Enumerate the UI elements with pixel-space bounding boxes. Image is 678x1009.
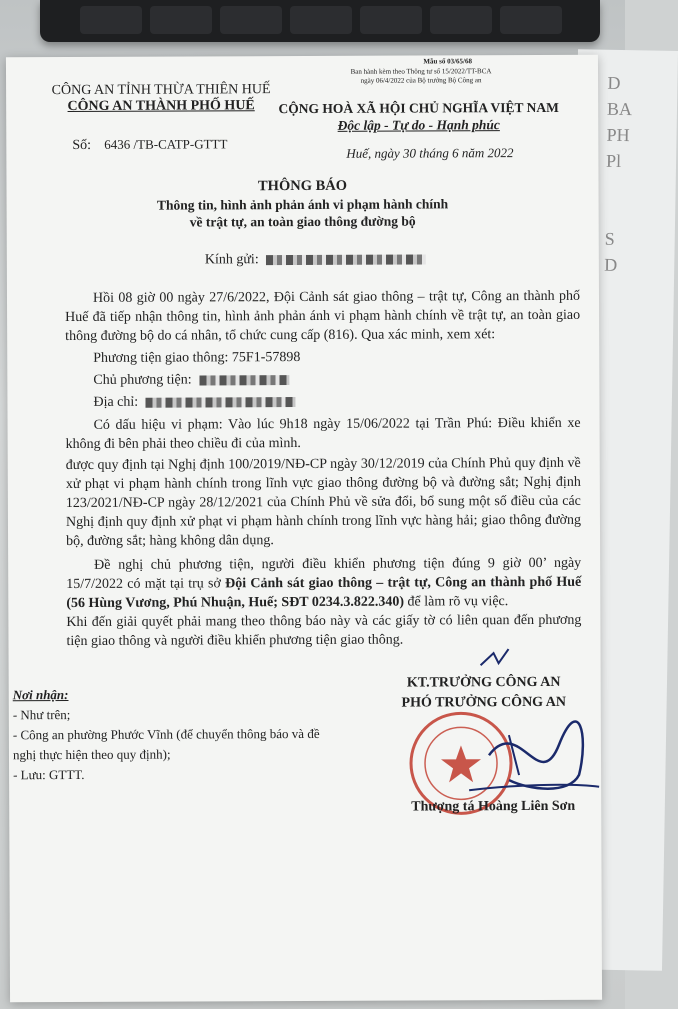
address-label: Địa chỉ: xyxy=(93,394,139,410)
handwritten-signature xyxy=(449,695,600,816)
form-number: Mẫu số 03/65/68 xyxy=(423,57,472,66)
keyboard-key xyxy=(360,6,422,34)
back-sheet-letters: D BA PH Pl S D xyxy=(604,72,633,275)
recipient-item: - Như trên; xyxy=(12,707,71,723)
document-number-label: Số: xyxy=(72,137,92,154)
vehicle-plate: 75F1-57898 xyxy=(231,350,301,366)
nation-name: CỘNG HOÀ XÃ HỘI CHỦ NGHĨA VIỆT NAM xyxy=(278,99,559,117)
document-body xyxy=(65,287,582,651)
agency-name: CÔNG AN THÀNH PHỐ HUẾ xyxy=(67,98,255,115)
paragraph-regulation: được quy định tại Nghị định 100/2019/NĐ-CP ngày 30/12/2019 của Chính Phủ quy định về xử phạt vi phạm hành chính trong lĩnh vực giao thông đường bộ và đường sắt; Nghị định 123/2021/NĐ-CP ngày 28/12/2021 của Chính Phủ về sửa đổi, bổ sung một số điều của các Nghị định quy định xử phạt vi phạm hành chính trong lĩnh vực hàng hải; giao thông đường bộ, đường sắt; hàng không dân dụng. xyxy=(65,455,581,550)
recipients-heading: Nơi nhận: xyxy=(12,687,69,703)
redacted-owner xyxy=(199,375,289,385)
paragraph-intro: Hồi 08 giờ 00 ngày 27/6/2022, Đội Cảnh sát giao thông – trật tự, Công an thành phố Huế đã tiếp nhận thông tin, hình ảnh phản ánh vi phạm hành chính về trật tự, an toàn giao thông đường bộ do cá nhân, tổ chức cung cấp (816). Qua xác minh, xem xét: xyxy=(65,288,581,345)
document-number xyxy=(72,136,227,154)
request-text-b: để làm rõ vụ việc. xyxy=(404,594,509,610)
paragraph-request xyxy=(66,554,581,613)
keyboard xyxy=(40,0,600,42)
paragraph-bring-docs: Khi đến giải quyết phải mang theo thông báo này và các giấy tờ có liên quan đến phương tiện giao thông và người điều khiển phương tiện giao thông. xyxy=(66,612,582,650)
keyboard-key xyxy=(430,6,492,34)
document-number-value: 6436 /TB-CATP-GTTT xyxy=(104,136,228,152)
owner-line xyxy=(65,369,580,390)
vehicle-line xyxy=(65,347,580,368)
form-note xyxy=(306,67,536,86)
place-date: Huế, ngày 30 tháng 6 năm 2022 xyxy=(346,145,514,161)
form-note-line2: ngày 06/4/2022 của Bộ trưởng Bộ Công an xyxy=(360,76,482,85)
keyboard-key xyxy=(290,6,352,34)
signature-line2: PHÓ TRƯỞNG CÔNG AN xyxy=(401,694,567,711)
document-title: THÔNG BÁO xyxy=(257,177,348,195)
recipients-block xyxy=(13,684,343,785)
agency-header xyxy=(36,82,286,115)
vehicle-label: Phương tiện giao thông: xyxy=(93,350,229,366)
recipient-item: - Lưu: GTTT. xyxy=(13,766,85,783)
signer-name: Thượng tá Hoàng Liên Sơn xyxy=(411,798,576,815)
request-text-bold: Đội Cảnh sát giao thông – trật tự, Công an thành phố Huế (56 Hùng Vương, Phú Nhuận, Huế; SĐT 0234.3.822.340) xyxy=(66,574,582,612)
recipient-item: - Công an phường Phước Vĩnh (để chuyển thông báo và đề nghị thực hiện theo quy định); xyxy=(12,725,320,763)
form-note-line1: Ban hành kèm theo Thông tư số 15/2022/TT-BCA xyxy=(350,67,492,76)
address-line xyxy=(65,391,580,412)
keyboard-key xyxy=(500,6,562,34)
nation-motto: Độc lập - Tự do - Hạnh phúc xyxy=(337,117,500,133)
pen-stroke-mark xyxy=(479,645,519,675)
subtitle-line1: Thông tin, hình ảnh phản ánh vi phạm hành chính xyxy=(156,196,449,213)
nation-header xyxy=(276,99,561,134)
keyboard-key xyxy=(80,6,142,34)
keyboard-key xyxy=(220,6,282,34)
greeting-label: Kính gửi: xyxy=(204,252,259,268)
redacted-recipient xyxy=(266,254,426,265)
greeting xyxy=(205,251,426,268)
redacted-address xyxy=(146,397,296,408)
signature-line1: KT.TRƯỞNG CÔNG AN xyxy=(406,674,561,691)
subtitle-line2: về trật tự, an toàn giao thông đường bộ xyxy=(189,213,416,230)
owner-label: Chủ phương tiện: xyxy=(93,372,192,388)
request-text-a: Đề nghị chủ phương tiện, người điều khiển phương tiện đúng 9 giờ 00’ ngày 15/7/2022 có mặt tại trụ sở xyxy=(66,555,582,593)
document-subtitle xyxy=(7,195,599,232)
agency-parent: CÔNG AN TỈNH THỪA THIÊN HUẾ xyxy=(51,82,271,99)
document-page xyxy=(6,55,602,1003)
keyboard-key xyxy=(150,6,212,34)
paragraph-violation: Có dấu hiệu vi phạm: Vào lúc 9h18 ngày 15/06/2022 tại Trần Phú: Điều khiển xe không đi bên phải theo chiều đi của mình. xyxy=(65,415,581,453)
